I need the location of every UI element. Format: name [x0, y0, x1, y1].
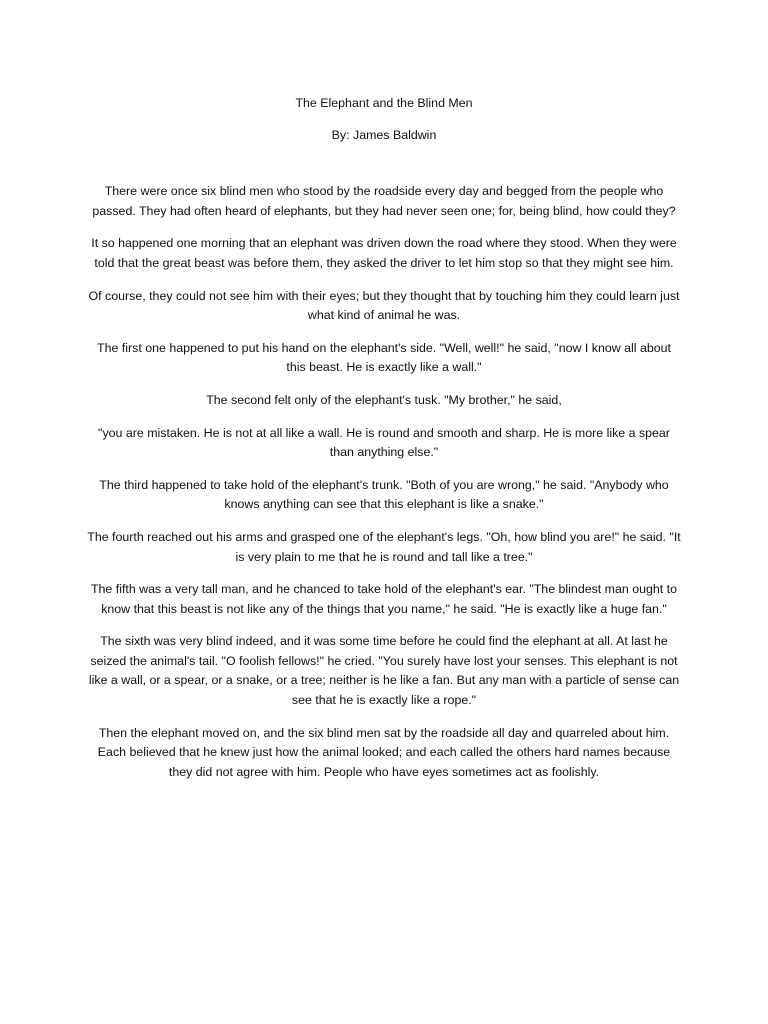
paragraph: The second felt only of the elephant's tusk. "My brother," he said,	[206, 392, 562, 407]
paragraph: The fourth reached out his arms and grasped one of the elephant's legs. "Oh, how blind you are!" he said. "It is very plain to me that he is round and tall like a tree."	[87, 529, 681, 564]
paragraph: It so happened one morning that an elephant was driven down the road where they stood. When they were told that the great beast was before them, they asked the driver to let him stop so that they might see him.	[91, 236, 677, 270]
paragraph: The third happened to take hold of the elephant's trunk. "Both of you are wrong," he said. "Anybody who knows anything can see that this elephant is like a snake."	[99, 477, 669, 512]
paragraph: Then the elephant moved on, and the six blind men sat by the roadside all day and quarreled about him. Each believed that he knew just how the animal looked; and each called the others hard names because they did not agree with him. People who have eyes sometimes act as foolishly.	[97, 725, 671, 779]
paragraph: The fifth was a very tall man, and he chanced to take hold of the elephant's ear. "The blindest man ought to know that this beast is not like any of the things that you name," he said. "He is exactly like a huge fan."	[90, 582, 678, 616]
paragraph: The sixth was very blind indeed, and it was some time before he could find the elephant at all. At last he seized the animal's tail. "O foolish fellows!" he cried. "You surely have lost your senses. This elephant is not like a wall, or a spear, or a snake, or a tree; neither is he like a fan. But any man with a particle of sense can see that he is exactly like a rope."	[88, 634, 680, 708]
document-author: By: James Baldwin	[331, 127, 437, 142]
document-title: The Elephant and the Blind Men	[295, 96, 473, 110]
paragraph: There were once six blind men who stood by the roadside every day and begged from the people who passed. They had often heard of elephants, but they had never seen one; for, being blind, how could they?	[92, 184, 676, 218]
paragraph: The first one happened to put his hand on the elephant's side. "Well, well!" he said, "now I know all about this beast. He is exactly like a wall."	[97, 340, 671, 375]
paragraph: Of course, they could not see him with their eyes; but they thought that by touching him they could learn just what kind of animal he was.	[88, 288, 680, 323]
paragraph: "you are mistaken. He is not at all like a wall. He is round and smooth and sharp. He is more like a spear than anything else."	[98, 425, 670, 460]
